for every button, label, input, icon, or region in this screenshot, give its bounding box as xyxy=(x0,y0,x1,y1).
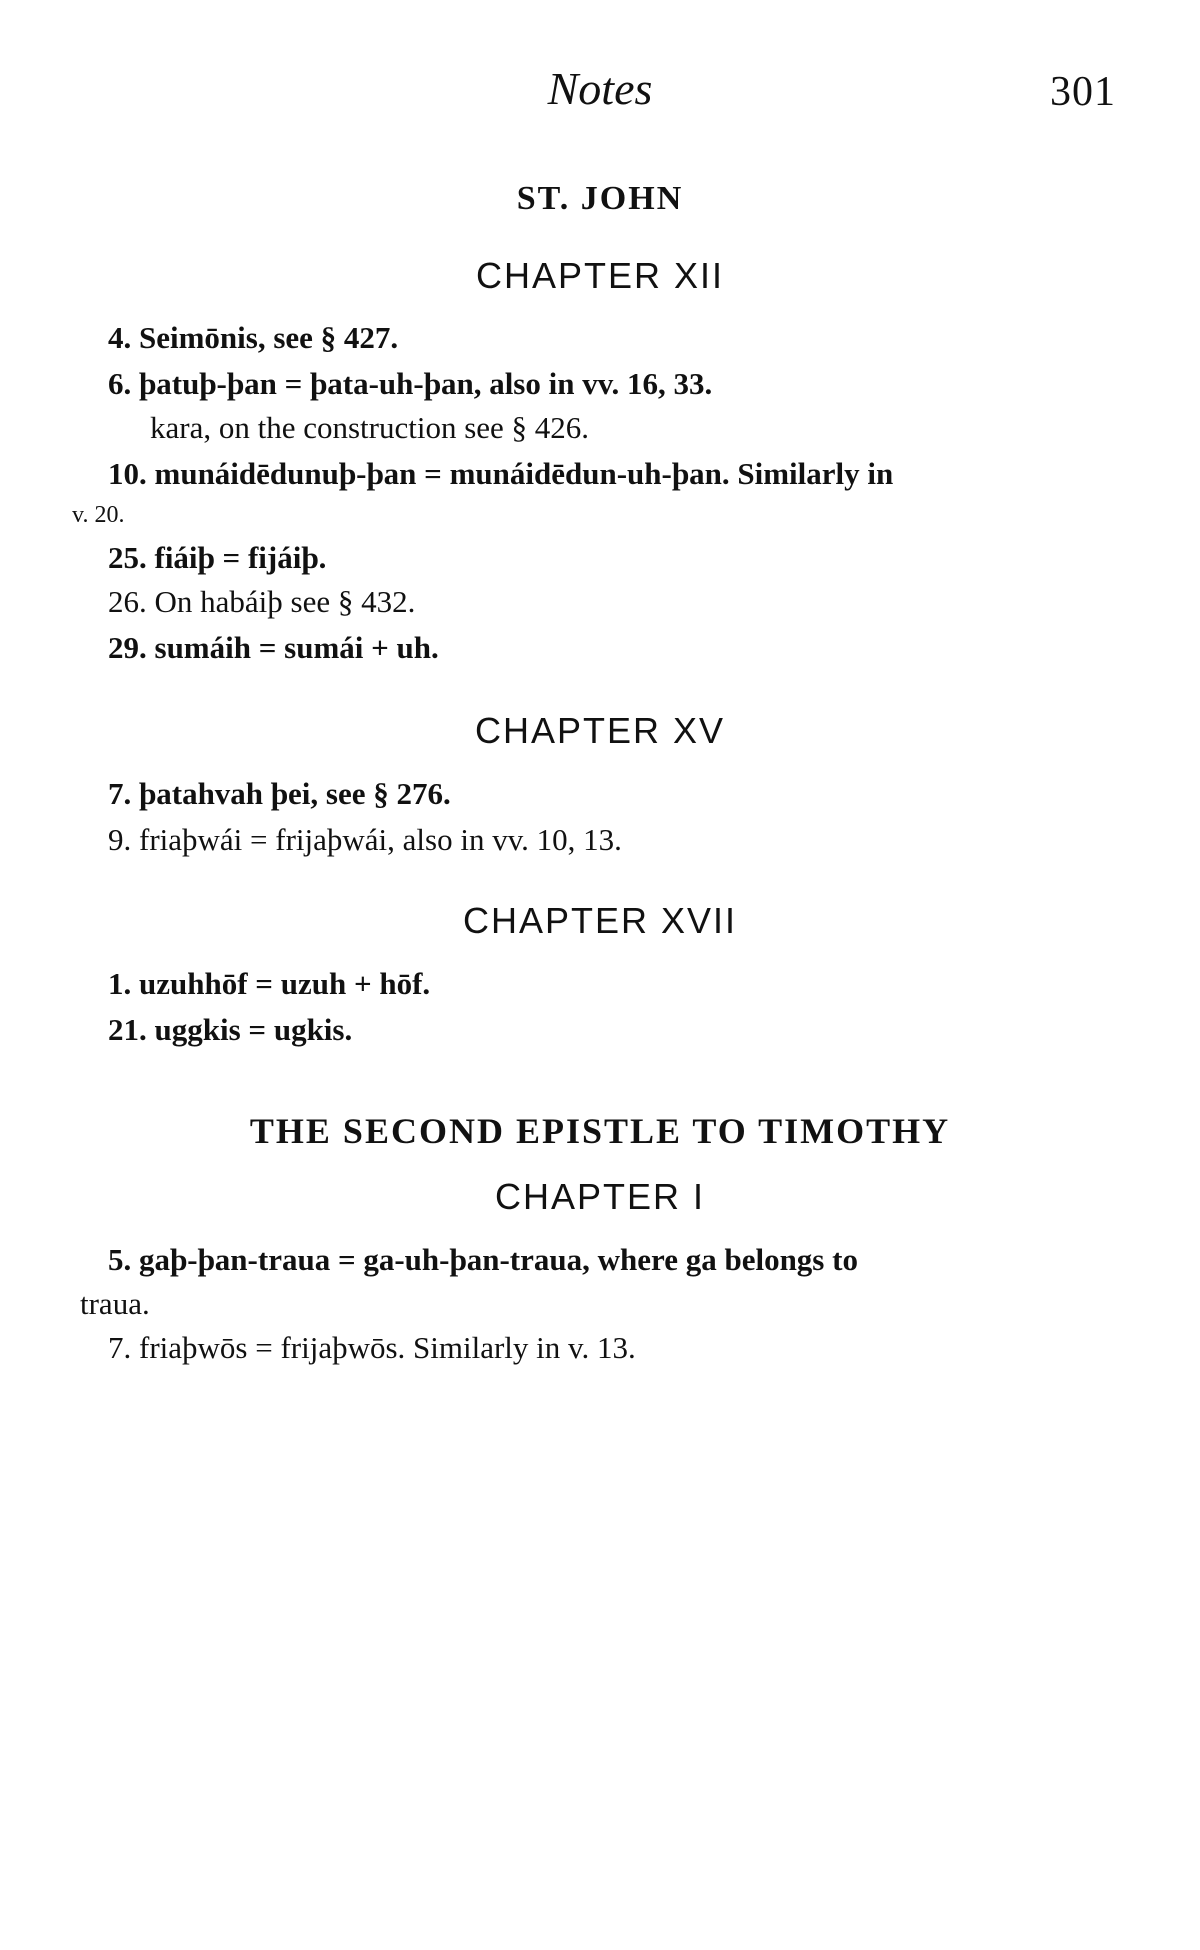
note-line: 5. gaþ-þan-traua = ga-uh-þan-traua, where ga belongs to xyxy=(108,1242,858,1277)
note-line: kara, on the construction see § 426. xyxy=(150,410,590,445)
note-line: 1. uzuhhōf = uzuh + hōf. xyxy=(108,966,431,1001)
note-line: 25. fiáiþ = fijáiþ. xyxy=(108,540,327,575)
note-line: 29. sumáih = sumái + uh. xyxy=(108,630,439,665)
note-line: 21. uggkis = ugkis. xyxy=(108,1012,353,1047)
note-line: 26. On habáiþ see § 432. xyxy=(108,584,416,619)
section-heading-st-john: ST. JOHN xyxy=(516,180,684,217)
note-line: v. 20. xyxy=(72,502,125,528)
note-line: 6. þatuþ-þan = þata-uh-þan, also in vv. 16, 33. xyxy=(108,366,713,401)
page-number: 301 xyxy=(1050,69,1116,115)
note-line: 4. Seimōnis, see § 427. xyxy=(108,320,399,355)
note-line: 7. friaþwōs = frijaþwōs. Similarly in v. 13. xyxy=(108,1330,636,1365)
chapter-heading-xvii: CHAPTER XVII xyxy=(462,900,738,941)
note-line: 7. þatahvah þei, see § 276. xyxy=(108,776,451,811)
note-line: traua. xyxy=(80,1286,150,1321)
note-line: 10. munáidēdunuþ-þan = munáidēdun-uh-þan. Similarly in xyxy=(108,456,894,491)
running-title: Notes xyxy=(547,63,653,114)
note-line: 9. friaþwái = frijaþwái, also in vv. 10, 13. xyxy=(108,822,622,857)
chapter-heading-xv: CHAPTER XV xyxy=(474,710,726,751)
section-heading-2-timothy: THE SECOND EPISTLE TO TIMOTHY xyxy=(249,1111,951,1151)
chapter-heading-xii: CHAPTER XII xyxy=(475,255,725,296)
chapter-heading-i: CHAPTER I xyxy=(494,1176,706,1217)
